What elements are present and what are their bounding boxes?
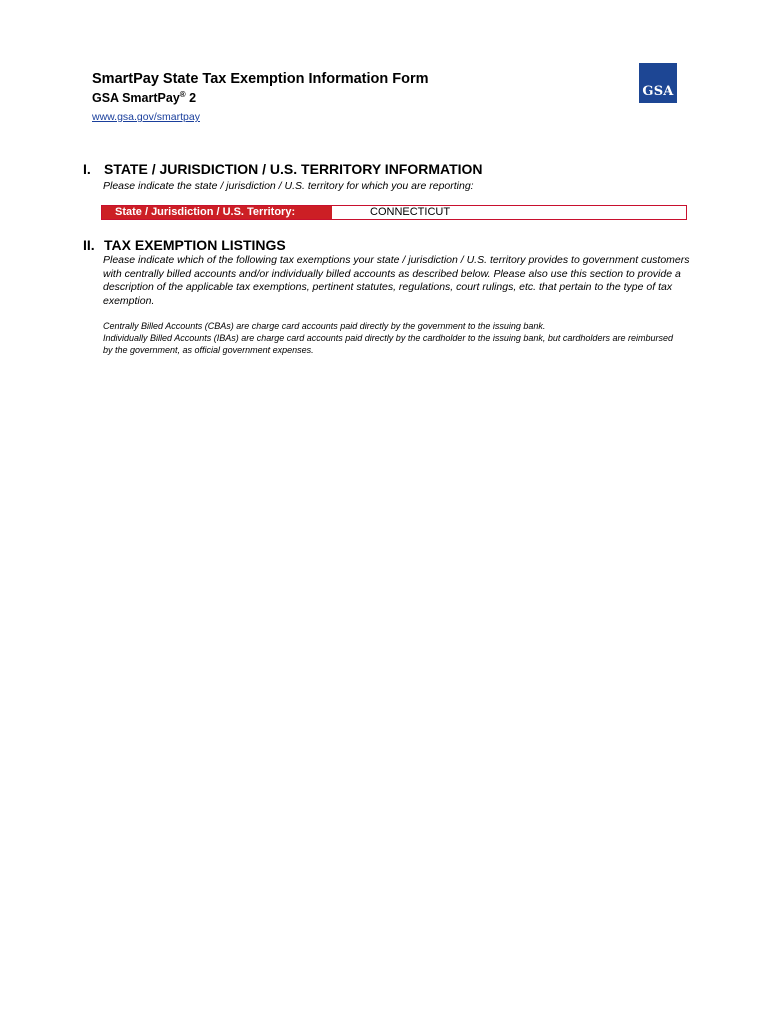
program-name-text: GSA SmartPay: [92, 91, 180, 105]
smartpay-link[interactable]: www.gsa.gov/smartpay: [92, 111, 200, 123]
form-header: [92, 70, 429, 125]
section-2-number: II.: [83, 237, 95, 253]
state-field-row: [101, 205, 687, 220]
form-title: SmartPay State Tax Exemption Information Form: [92, 71, 429, 87]
state-field-label: State / Jurisdiction / U.S. Territory:: [102, 206, 332, 219]
section-1-number: I.: [83, 161, 91, 177]
account-definitions: [103, 320, 683, 356]
state-field-value[interactable]: CONNECTICUT: [370, 206, 451, 218]
cba-definition: Centrally Billed Accounts (CBAs) are charge card accounts paid directly by the government to the issuing bank.: [103, 321, 546, 331]
section-2-title: TAX EXEMPTION LISTINGS: [104, 237, 286, 253]
program-name: [92, 90, 429, 107]
section-2-heading: [83, 236, 286, 254]
section-1-title: STATE / JURISDICTION / U.S. TERRITORY INFORMATION: [104, 161, 483, 177]
registered-mark: ®: [179, 89, 186, 99]
gsa-logo: GSA: [639, 63, 677, 103]
section-2-instruction: Please indicate which of the following tax exemptions your state / jurisdiction / U.S. territory provides to government customers with centrally billed accounts and/or individually billed accounts as described below. Please also use this section to provide a description of the applicable tax exemptions, pertinent statutes, regulations, court rulings, etc. that pertain to the type of tax exemption.: [103, 254, 690, 307]
section-1-heading: [83, 160, 483, 178]
section-1-instruction: Please indicate the state / jurisdiction / U.S. territory for which you are reporting:: [103, 180, 474, 192]
iba-definition: Individually Billed Accounts (IBAs) are charge card accounts paid directly by the cardholder to the issuing bank, but cardholders are reimbursed by the government, as official government expenses.: [103, 333, 673, 355]
program-version: 2: [185, 91, 197, 105]
